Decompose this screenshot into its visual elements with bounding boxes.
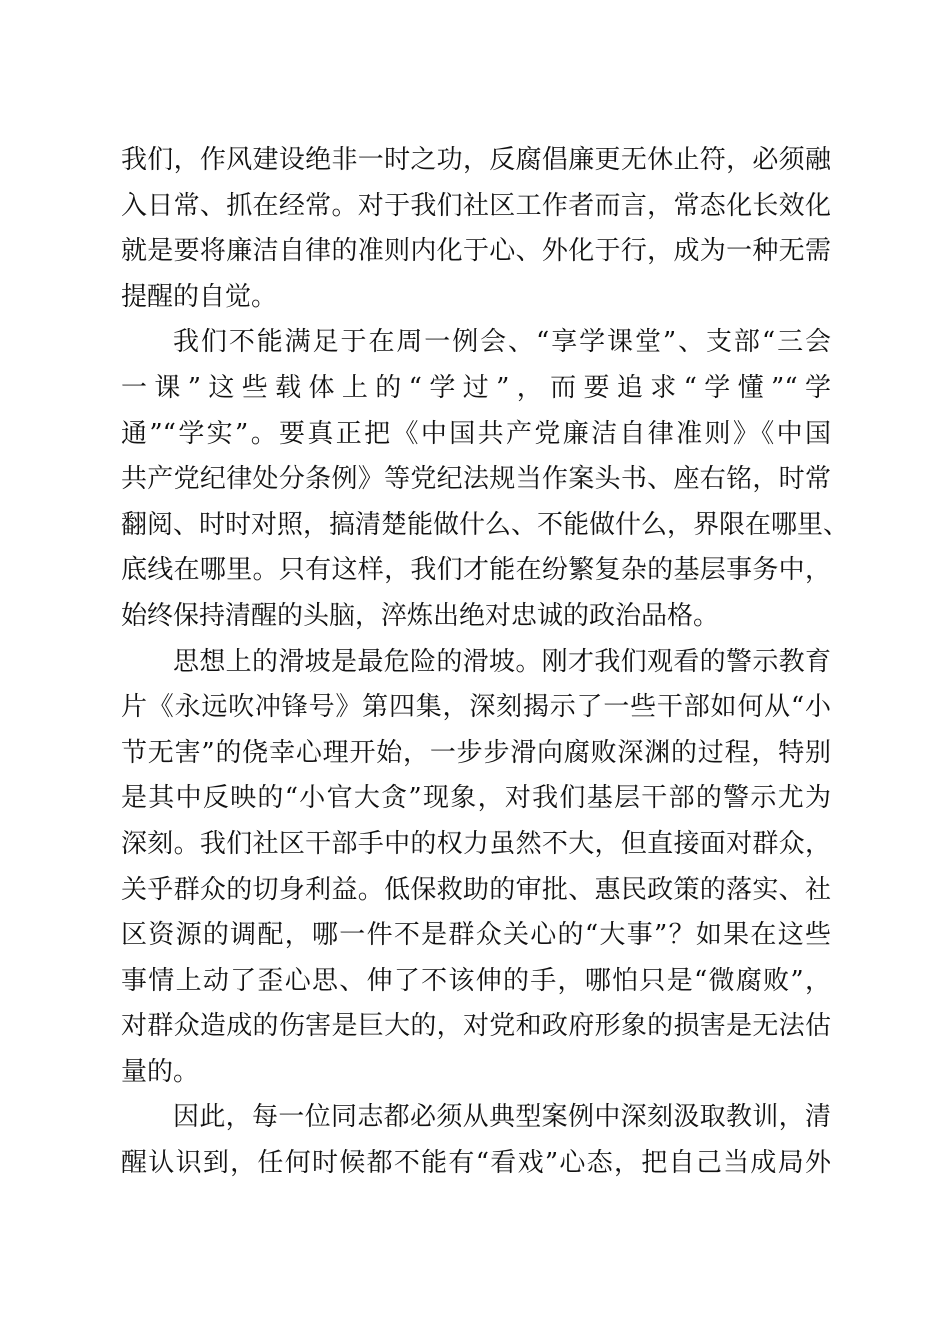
text-line: 就是要将廉洁自律的准则内化于心、外化于行，成为一种无需: [121, 236, 831, 267]
paragraph-first-line: 我们不能满足于在周一例会、“享学课堂”、支部“三会: [173, 327, 831, 358]
text-line: 事情上动了歪心思、伸了不该伸的手，哪怕只是“微腐败”，: [121, 965, 831, 996]
text-line: 醒认识到，任何时候都不能有“看戏”心态，把自己当成局外: [121, 1148, 831, 1179]
text-line: 通”“学实”。要真正把《中国共产党廉洁自律准则》《中国: [121, 418, 831, 449]
text-line: 始终保持清醒的头脑，淬炼出绝对忠诚的政治品格。: [121, 600, 720, 631]
text-line: 量的。: [121, 1056, 200, 1087]
body-text: [121, 138, 850, 1187]
text-line: 一课”这些载体上的“学过”，而要追求“学懂”“学: [121, 372, 831, 403]
text-line: 区资源的调配，哪一件不是群众关心的“大事”？如果在这些: [121, 920, 831, 951]
text-line: 共产党纪律处分条例》等党纪法规当作案头书、座右铭，时常: [121, 464, 831, 495]
text-line: 我们，作风建设绝非一时之功，反腐倡廉更无休止符，必须融: [121, 145, 831, 175]
text-line: 片《永远吹冲锋号》第四集，深刻揭示了一些干部如何从“小: [121, 692, 831, 723]
text-line: 是其中反映的“小官大贪”现象，对我们基层干部的警示尤为: [121, 783, 831, 814]
text-line: 节无害”的侥幸心理开始，一步步滑向腐败深渊的过程，特别: [121, 737, 831, 768]
text-line: 入日常、抓在经常。对于我们社区工作者而言，常态化长效化: [121, 190, 831, 221]
text-line: 提醒的自觉。: [121, 281, 278, 312]
paragraph-first-line: 因此，每一位同志都必须从典型案例中深刻汲取教训，清: [173, 1102, 831, 1133]
text-line: 关乎群众的切身利益。低保救助的审批、惠民政策的落实、社: [121, 874, 831, 905]
text-line: 深刻。我们社区干部手中的权力虽然不大，但直接面对群众，: [121, 828, 831, 859]
text-line: 底线在哪里。只有这样，我们才能在纷繁复杂的基层事务中，: [121, 555, 831, 586]
text-line: 对群众造成的伤害是巨大的，对党和政府形象的损害是无法估: [121, 1011, 831, 1042]
paragraph-first-line: 思想上的滑坡是最危险的滑坡。刚才我们观看的警示教育: [173, 646, 831, 677]
text-line: 翻阅、时时对照，搞清楚能做什么、不能做什么，界限在哪里、: [121, 509, 850, 540]
